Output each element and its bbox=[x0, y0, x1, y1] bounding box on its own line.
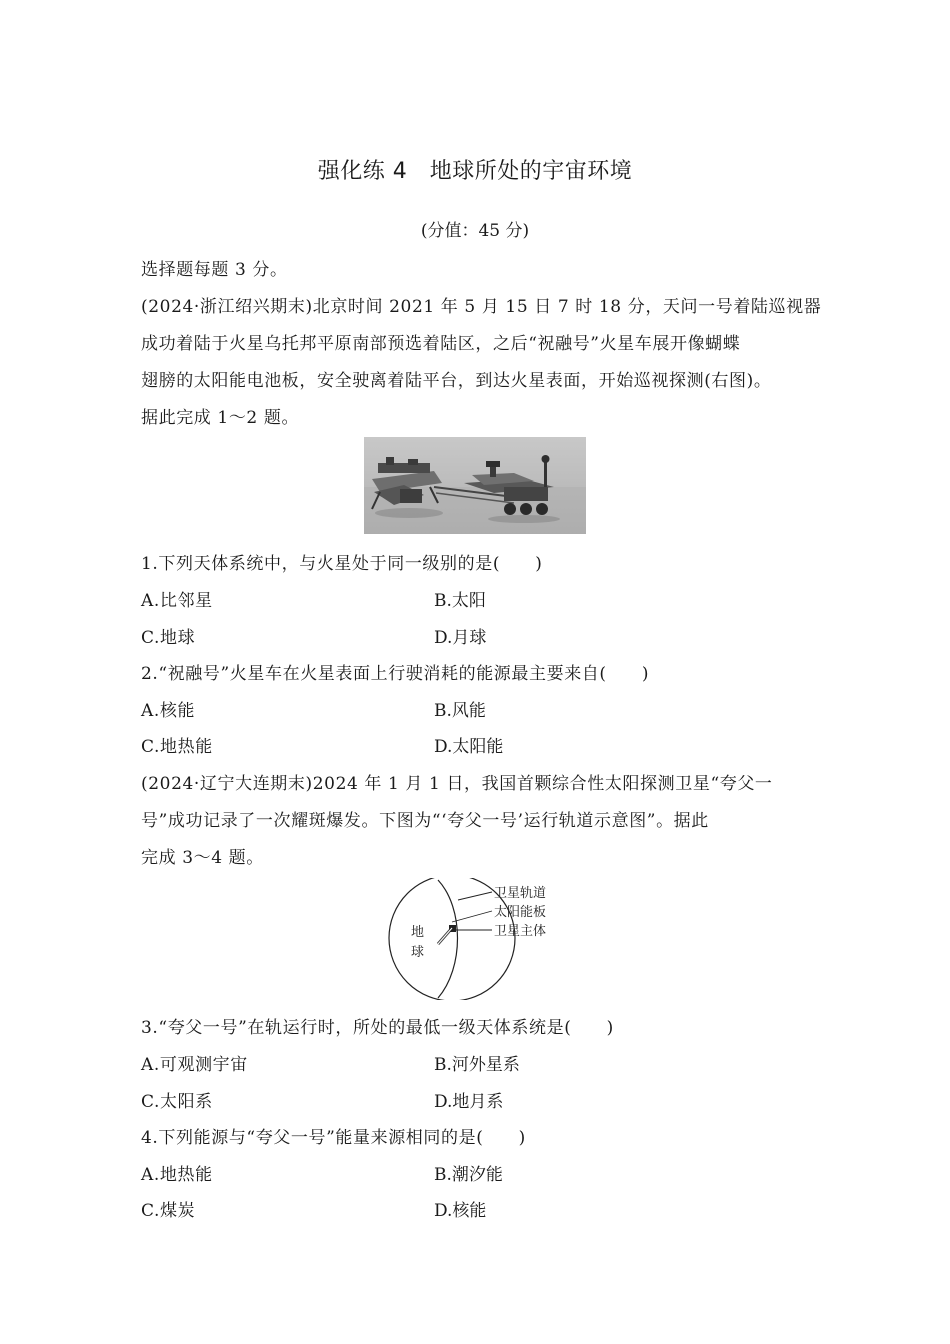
orbit-diagram bbox=[386, 878, 562, 1000]
passage1-line: 成功着陆于火星乌托邦平原南部预选着陆区，之后“祝融号”火星车展开像蝴蝶 bbox=[141, 334, 741, 354]
q3-option-d: D.地月系 bbox=[434, 1092, 504, 1112]
page-title: 强化练 4 地球所处的宇宙环境 bbox=[317, 159, 633, 184]
leader-panel bbox=[452, 911, 492, 922]
earth-label-2: 球 bbox=[411, 945, 425, 960]
q4-option-b: B.潮汐能 bbox=[434, 1165, 503, 1185]
q2-option-c: C.地热能 bbox=[141, 737, 213, 757]
question-4-stem: 4.下列能源与“夸父一号”能量来源相同的是( ) bbox=[141, 1128, 526, 1148]
q2-option-b: B.风能 bbox=[434, 701, 486, 721]
passage2-line: (2024·辽宁大连期末)2024 年 1 月 1 日，我国首颗综合性太阳探测卫星“夸父一 bbox=[141, 774, 773, 794]
label-body: 卫星主体 bbox=[494, 924, 547, 939]
passage1-line: 翅膀的太阳能电池板，安全驶离着陆平台，到达火星表面，开始巡视探测(右图)。 bbox=[141, 371, 772, 391]
leader-orbit bbox=[458, 892, 492, 900]
q4-option-c: C.煤炭 bbox=[141, 1201, 196, 1221]
q2-option-a: A.核能 bbox=[141, 701, 196, 721]
q4-option-d: D.核能 bbox=[434, 1201, 487, 1221]
q3-option-b: B.河外星系 bbox=[434, 1055, 520, 1075]
q1-option-c: C.地球 bbox=[141, 628, 196, 648]
question-2-stem: 2.“祝融号”火星车在火星表面上行驶消耗的能源最主要来自( ) bbox=[141, 664, 650, 684]
q1-option-d: D.月球 bbox=[434, 628, 487, 648]
label-orbit: 卫星轨道 bbox=[494, 886, 547, 901]
q1-option-b: B.太阳 bbox=[434, 591, 486, 611]
question-3-stem: 3.“夸父一号”在轨运行时，所处的最低一级天体系统是( ) bbox=[141, 1018, 614, 1038]
q2-option-d: D.太阳能 bbox=[434, 737, 504, 757]
q3-option-a: A.可观测宇宙 bbox=[141, 1055, 248, 1075]
question-1-stem: 1.下列天体系统中，与火星处于同一级别的是( ) bbox=[141, 554, 543, 574]
passage2-line: 号”成功记录了一次耀斑爆发。下图为“‘夸父一号’运行轨道示意图”。据此 bbox=[141, 811, 709, 831]
earth-label-1: 地 bbox=[411, 925, 425, 940]
q3-option-c: C.太阳系 bbox=[141, 1092, 213, 1112]
rover-photo bbox=[364, 437, 586, 534]
label-panel: 太阳能板 bbox=[494, 905, 547, 920]
intro-text: 选择题每题 3 分。 bbox=[141, 260, 288, 280]
passage1-line: (2024·浙江绍兴期末)北京时间 2021 年 5 月 15 日 7 时 18 分，天问一号着陆巡视器 bbox=[141, 297, 822, 317]
passage1-line: 据此完成 1～2 题。 bbox=[141, 408, 300, 428]
passage2-line: 完成 3～4 题。 bbox=[141, 848, 264, 868]
q4-option-a: A.地热能 bbox=[141, 1165, 213, 1185]
score-note: (分值：45 分) bbox=[420, 221, 530, 241]
q1-option-a: A.比邻星 bbox=[141, 591, 213, 611]
